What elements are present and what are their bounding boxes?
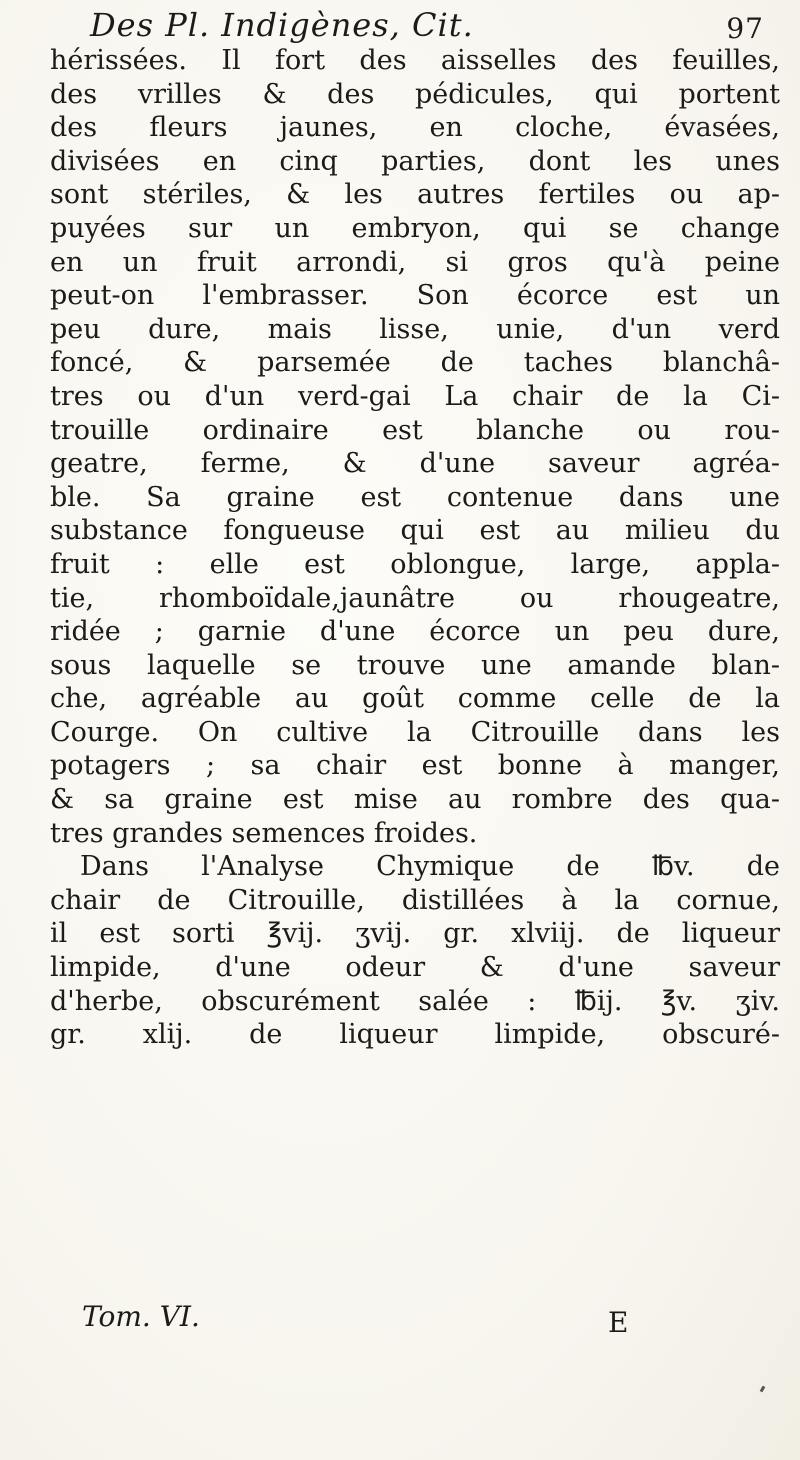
text-line: sous laquelle se trouve une amande blan- <box>50 649 780 681</box>
text-line: peut-on l'embrasser. Son écorce est un <box>50 280 780 312</box>
text-line: foncé, & parsemée de taches blanchâ- <box>50 347 780 379</box>
text-line: sont stériles, & les autres fertiles ou ap- <box>50 179 780 211</box>
volume-label: Tom. VI. <box>82 1300 200 1333</box>
text-line: en un fruit arrondi, si gros qu'à peine <box>50 246 780 278</box>
text-line: trouille ordinaire est blanche ou rou- <box>50 414 780 446</box>
text-line: des fleurs jaunes, en cloche, évasées, <box>50 112 780 144</box>
text-line: ble. Sa graine est contenue dans une <box>50 481 780 513</box>
text-line: & sa graine est mise au rombre des qua- <box>50 784 780 816</box>
text-line: potagers ; sa chair est bonne à manger, <box>50 750 780 782</box>
page-footer <box>52 1300 752 1340</box>
text-line: tie, rhomboïdale,jaunâtre ou rhougeatre, <box>50 582 780 614</box>
text-line: limpide, d'une odeur & d'une saveur <box>50 952 780 984</box>
text-line: substance fongueuse qui est au milieu du <box>50 515 780 547</box>
text-line: chair de Citrouille, distillées à la cornue, <box>50 884 780 916</box>
text-line: che, agréable au goût comme celle de la <box>50 683 780 715</box>
text-line: Dans l'Analyse Chymique de ℔v. de <box>80 851 780 883</box>
text-line: hérissées. Il fort des aisselles des feuilles, <box>50 45 780 76</box>
ink-speck <box>760 1386 766 1393</box>
page-number: 97 <box>726 12 764 45</box>
text-line: geatre, ferme, & d'une saveur agréa- <box>50 448 780 480</box>
text-line: peu dure, mais lisse, unie, d'un verd <box>50 313 780 345</box>
running-title: Des Pl. Indigènes, Cit. <box>90 6 474 44</box>
text-line: puyées sur un embryon, qui se change <box>50 212 780 244</box>
body-text <box>50 44 780 1052</box>
text-line: des vrilles & des pédicules, qui portent <box>50 78 780 110</box>
text-line: tres grandes semences froides. <box>50 817 478 849</box>
text-line: il est sorti ℥vij. ʒvij. gr. xlviij. de liqueur <box>50 918 780 950</box>
text-line: gr. xlij. de liqueur limpide, obscuré- <box>50 1019 780 1051</box>
page-header <box>52 4 772 48</box>
signature-mark: E <box>608 1306 629 1339</box>
text-line: divisées en cinq parties, dont les unes <box>50 145 780 177</box>
text-line: Courge. On cultive la Citrouille dans les <box>50 716 780 748</box>
text-line: tres ou d'un verd-gai La chair de la Ci- <box>50 380 780 412</box>
text-line: d'herbe, obscurément salée : ℔ij. ℥v. ʒiv. <box>50 985 780 1017</box>
text-line: fruit : elle est oblongue, large, appla- <box>50 548 780 580</box>
text-line: ridée ; garnie d'une écorce un peu dure, <box>50 616 780 648</box>
